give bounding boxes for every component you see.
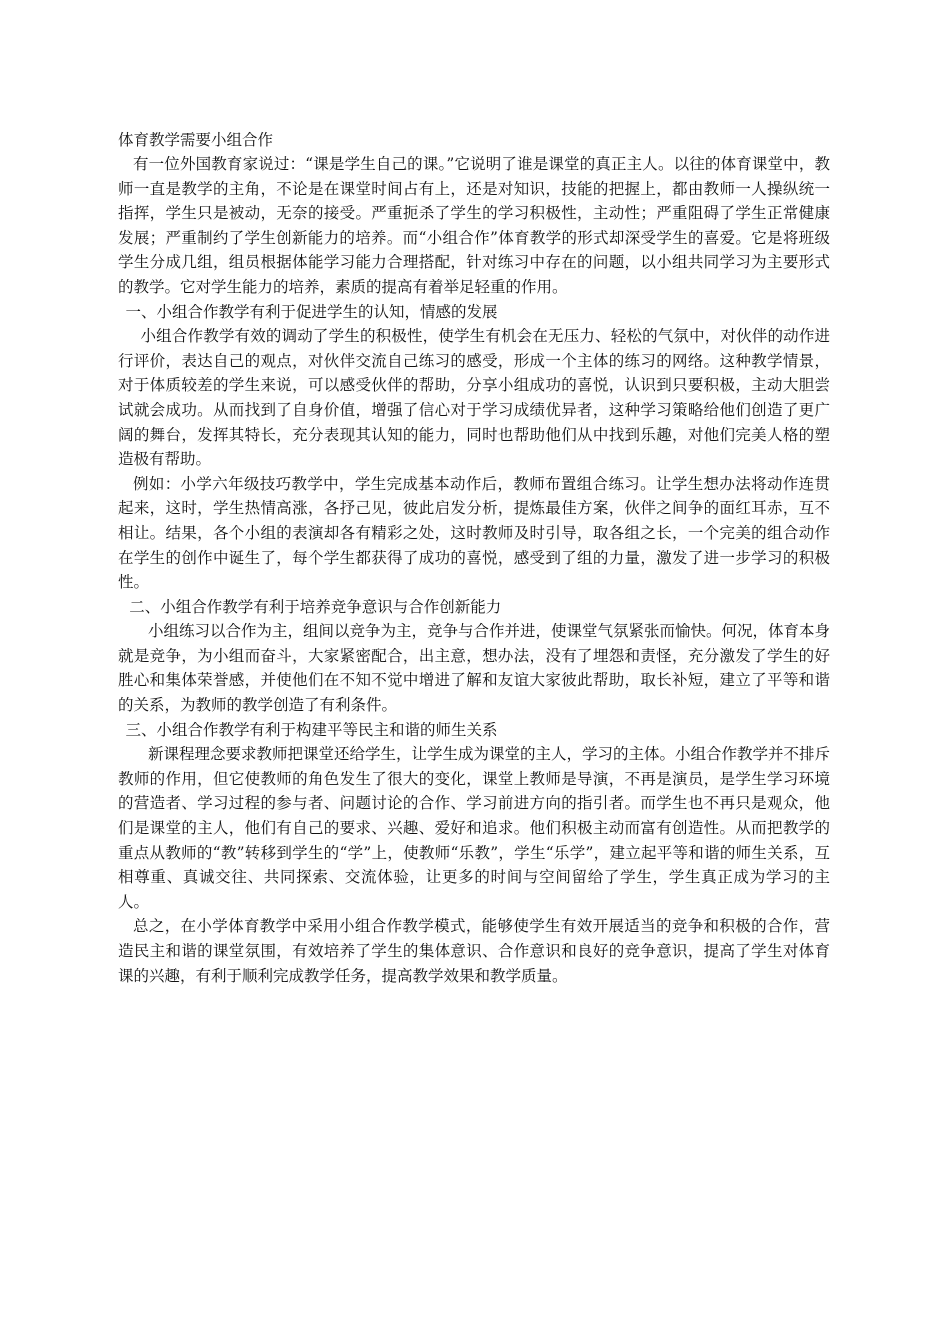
body-paragraph: 小组练习以合作为主，组间以竞争为主，竞争与合作并进，使课堂气氛紧张而愉快。何况，体育本身就是竞争，为小组而奋斗，大家紧密配合，出主意，想办法，没有了埋怨和责怪，充分激发了学生的好胜心和集体荣誉感，并使他们在不知不觉中增进了解和友谊大家彼此帮助，取长补短，建立了平等和谐的关系，为教师的教学创造了有利条件。 bbox=[118, 622, 831, 715]
body-paragraph: 小组合作教学有效的调动了学生的积极性，使学生有机会在无压力、轻松的气氛中，对伙伴的动作进行评价，表达自己的观点，对伙伴交流自己练习的感受，形成一个主体的练习的网络。这种教学情景，对于体质较差的学生来说，可以感受伙伴的帮助，分享小组成功的喜悦，认识到只要积极，主动大胆尝试就会成功。从而找到了自身价值，增强了信心对于学习成绩优异者，这种学习策略给他们创造了更广阔的舞台，发挥其特长，充分表现其认知的能力，同时也帮助他们从中找到乐趣，对他们完美人格的塑造极有帮助。 bbox=[118, 327, 830, 469]
body-paragraph: 有一位外国教育家说过：“课是学生自己的课。”它说明了谁是课堂的真正主人。以往的体育课堂中，教师一直是教学的主角，不论是在课堂时间占有上，还是对知识，技能的把握上，都由教师一人操纵统一指挥，学生只是被动，无奈的接受。严重扼杀了学生的学习积极性，主动性；严重阻碍了学生正常健康发展；严重制约了学生创新能力的培养。而“小组合作”体育教学的形式却深受学生的喜爱。它是将班级学生分成几组，组员根据体能学习能力合理搭配，针对练习中存在的问题，以小组共同学习为主要形式的教学。它对学生能力的培养，素质的提高有着举足轻重的作用。 bbox=[118, 155, 830, 296]
body-paragraph: 例如：小学六年级技巧教学中，学生完成基本动作后，教师布置组合练习。让学生想办法将动作连贯起来，这时，学生热情高涨，各抒己见，彼此启发分析，提炼最佳方案，伙伴之间争的面红耳赤，互不相让。结果，各个小组的表演却各有精彩之处，这时教师及时引导，取各组之长，一个完美的组合动作在学生的创作中诞生了，每个学生都获得了成功的喜悦，感受到了组的力量，激发了进一步学习的积极性。 bbox=[118, 474, 830, 592]
section-heading: 二、小组合作教学有利于培养竞争意识与合作创新能力 bbox=[129, 597, 502, 616]
body-paragraph: 总之，在小学体育教学中采用小组合作教学模式，能够使学生有效开展适当的竞争和积极的合作，营造民主和谐的课堂氛围，有效培养了学生的集体意识、合作意识和良好的竞争意识，提高了学生对体育课的兴趣，有利于顺利完成教学任务，提高教学效果和教学质量。 bbox=[118, 917, 830, 985]
body-paragraph: 新课程理念要求教师把课堂还给学生，让学生成为课堂的主人，学习的主体。小组合作教学并不排斥教师的作用，但它使教师的角色发生了很大的变化，课堂上教师是导演，不再是演员，是学生学习环境的营造者、学习过程的参与者、问题讨论的合作、学习前进方向的指引者。而学生也不再只是观众，他们是课堂的主人，他们有自己的要求、兴趣、爱好和追求。他们积极主动而富有创造性。从而把教学的重点从教师的“教”转移到学生的“学”上，使教师“乐教”，学生“乐学”，建立起平等和谐的师生关系，互相尊重、真诚交往、共同探索、交流体验，让更多的时间与空间留给了学生，学生真正成为学习的主人。 bbox=[118, 745, 831, 911]
section-heading: 三、小组合作教学有利于构建平等民主和谐的师生关系 bbox=[125, 720, 498, 739]
document-page bbox=[118, 129, 830, 988]
document-title: 体育教学需要小组合作 bbox=[118, 131, 274, 149]
document-body bbox=[118, 152, 830, 988]
section-heading: 一、小组合作教学有利于促进学生的认知，情感的发展 bbox=[125, 302, 498, 321]
